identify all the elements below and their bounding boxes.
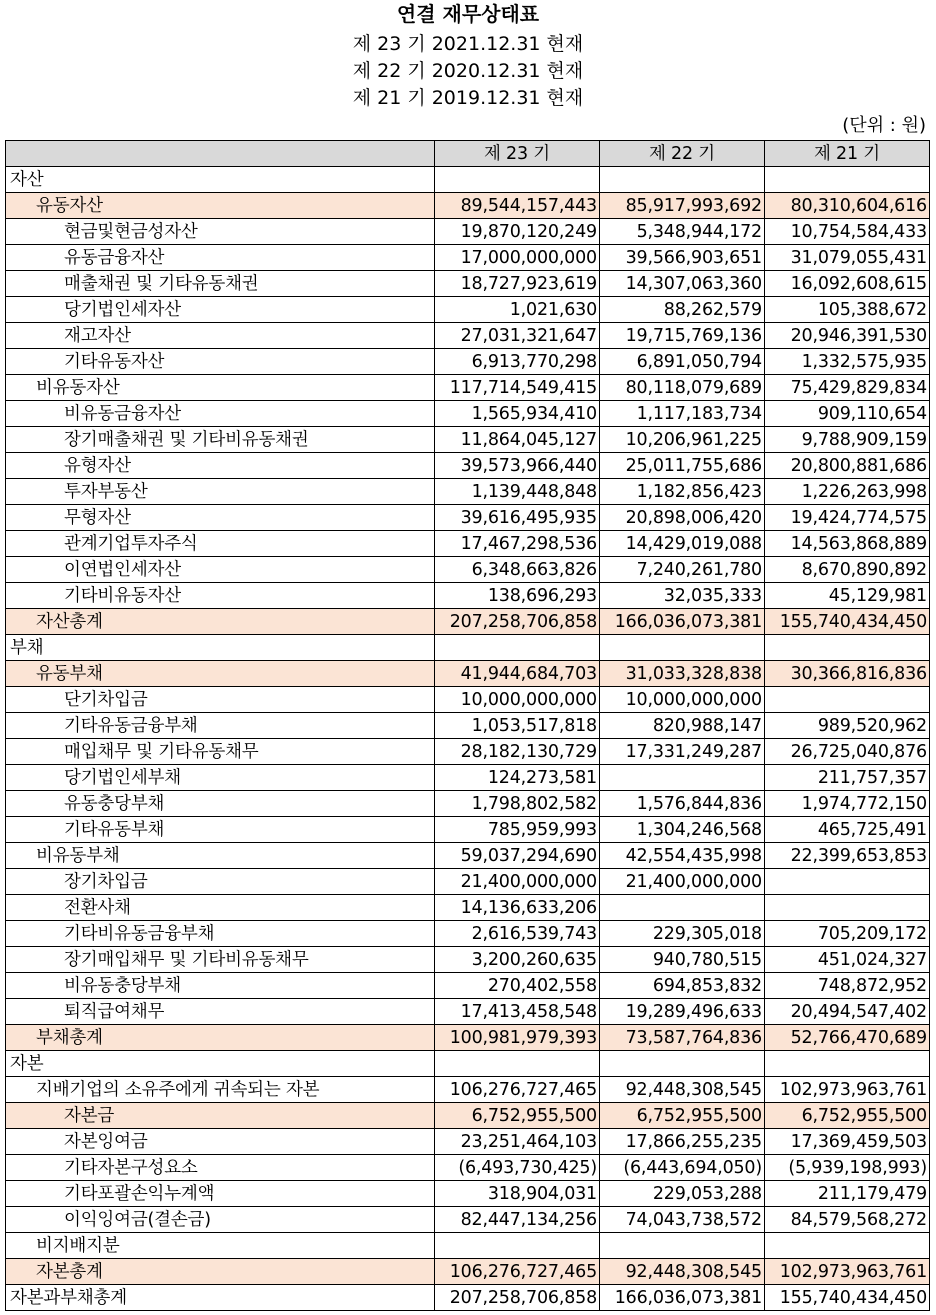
row-label: 관계기업투자주식 (6, 531, 435, 557)
row-value (765, 635, 930, 661)
row-value: 106,276,727,465 (435, 1077, 600, 1103)
row-value: 7,240,261,780 (600, 557, 765, 583)
row-value: 1,304,246,568 (600, 817, 765, 843)
row-value: 16,092,608,615 (765, 271, 930, 297)
row-value (435, 167, 600, 193)
table-row (6, 1233, 930, 1259)
header-period-22: 제 22 기 (600, 141, 765, 167)
row-value: 2,616,539,743 (435, 921, 600, 947)
row-label: 기타포괄손익누계액 (6, 1181, 435, 1207)
row-value: 20,898,006,420 (600, 505, 765, 531)
row-label: 매입채무 및 기타유동채무 (6, 739, 435, 765)
row-label: 부채 (6, 635, 435, 661)
row-label: 단기차입금 (6, 687, 435, 713)
table-row (6, 791, 930, 817)
row-value: 1,021,630 (435, 297, 600, 323)
row-value: 748,872,952 (765, 973, 930, 999)
row-value: 6,752,955,500 (435, 1103, 600, 1129)
row-value: 1,226,263,998 (765, 479, 930, 505)
unit-label: (단위 : 원) (842, 115, 926, 136)
row-label: 유동금융자산 (6, 245, 435, 271)
row-value: 73,587,764,836 (600, 1025, 765, 1051)
table-row (6, 1181, 930, 1207)
row-value: 1,139,448,848 (435, 479, 600, 505)
row-value: 74,043,738,572 (600, 1207, 765, 1233)
row-value: 166,036,073,381 (600, 1285, 765, 1311)
row-value: 102,973,963,761 (765, 1259, 930, 1285)
row-value: 106,276,727,465 (435, 1259, 600, 1285)
row-value: 1,576,844,836 (600, 791, 765, 817)
row-value: 92,448,308,545 (600, 1077, 765, 1103)
row-value: 19,870,120,249 (435, 219, 600, 245)
row-value: 6,891,050,794 (600, 349, 765, 375)
table-row (6, 193, 930, 219)
row-value: 1,117,183,734 (600, 401, 765, 427)
row-value: 19,424,774,575 (765, 505, 930, 531)
row-label: 비유동자산 (6, 375, 435, 401)
row-value: 989,520,962 (765, 713, 930, 739)
table-row (6, 453, 930, 479)
row-value (765, 1233, 930, 1259)
row-value: 117,714,549,415 (435, 375, 600, 401)
table-row (6, 687, 930, 713)
row-value: 89,544,157,443 (435, 193, 600, 219)
row-value: 270,402,558 (435, 973, 600, 999)
table-row (6, 1025, 930, 1051)
table-row (6, 167, 930, 193)
row-value: 17,866,255,235 (600, 1129, 765, 1155)
row-value: 155,740,434,450 (765, 1285, 930, 1311)
row-value: 30,366,816,836 (765, 661, 930, 687)
table-row (6, 245, 930, 271)
table-row (6, 635, 930, 661)
table-row (6, 401, 930, 427)
row-value: 3,200,260,635 (435, 947, 600, 973)
table-row (6, 713, 930, 739)
row-label: 기타유동자산 (6, 349, 435, 375)
row-value: 41,944,684,703 (435, 661, 600, 687)
table-row (6, 271, 930, 297)
table-row (6, 609, 930, 635)
row-value: 23,251,464,103 (435, 1129, 600, 1155)
row-label: 매출채권 및 기타유동채권 (6, 271, 435, 297)
table-row (6, 1285, 930, 1311)
row-value: 6,913,770,298 (435, 349, 600, 375)
table-row (6, 1155, 930, 1181)
row-value: 17,000,000,000 (435, 245, 600, 271)
period-21: 제 21 기 2019.12.31 현재 (352, 87, 584, 109)
row-label: 투자부동산 (6, 479, 435, 505)
row-value: (6,493,730,425) (435, 1155, 600, 1181)
row-value: 32,035,333 (600, 583, 765, 609)
period-23: 제 23 기 2021.12.31 현재 (352, 33, 584, 55)
row-value: 14,307,063,360 (600, 271, 765, 297)
row-value: 42,554,435,998 (600, 843, 765, 869)
row-label: 지배기업의 소유주에게 귀속되는 자본 (6, 1077, 435, 1103)
row-value: 229,305,018 (600, 921, 765, 947)
row-value: 20,946,391,530 (765, 323, 930, 349)
row-label: 기타비유동금융부채 (6, 921, 435, 947)
row-value: 6,348,663,826 (435, 557, 600, 583)
row-value: 124,273,581 (435, 765, 600, 791)
row-label: 기타유동금융부채 (6, 713, 435, 739)
row-value: 705,209,172 (765, 921, 930, 947)
row-value: 92,448,308,545 (600, 1259, 765, 1285)
row-value (435, 635, 600, 661)
row-value: 10,754,584,433 (765, 219, 930, 245)
row-value: 59,037,294,690 (435, 843, 600, 869)
table-row (6, 427, 930, 453)
row-value: 6,752,955,500 (600, 1103, 765, 1129)
row-value: 9,788,909,159 (765, 427, 930, 453)
row-label: 부채총계 (6, 1025, 435, 1051)
row-value: 694,853,832 (600, 973, 765, 999)
row-label: 자본총계 (6, 1259, 435, 1285)
row-value (435, 1051, 600, 1077)
row-label: 비유동부채 (6, 843, 435, 869)
row-value: 17,467,298,536 (435, 531, 600, 557)
row-value: 1,053,517,818 (435, 713, 600, 739)
table-row (6, 999, 930, 1025)
row-value: 138,696,293 (435, 583, 600, 609)
row-label: 당기법인세부채 (6, 765, 435, 791)
row-value: 785,959,993 (435, 817, 600, 843)
row-value: 207,258,706,858 (435, 1285, 600, 1311)
row-label: 자산 (6, 167, 435, 193)
row-value: 22,399,653,853 (765, 843, 930, 869)
table-row (6, 661, 930, 687)
row-value: 18,727,923,619 (435, 271, 600, 297)
header-period-23: 제 23 기 (435, 141, 600, 167)
row-value: 82,447,134,256 (435, 1207, 600, 1233)
row-label: 비유동충당부채 (6, 973, 435, 999)
table-row (6, 1077, 930, 1103)
row-label: 유동자산 (6, 193, 435, 219)
row-value (765, 1051, 930, 1077)
row-value: 451,024,327 (765, 947, 930, 973)
row-value: 14,136,633,206 (435, 895, 600, 921)
row-value: 14,429,019,088 (600, 531, 765, 557)
row-value: 52,766,470,689 (765, 1025, 930, 1051)
row-label: 전환사채 (6, 895, 435, 921)
row-value: 85,917,993,692 (600, 193, 765, 219)
row-value: 940,780,515 (600, 947, 765, 973)
row-label: 비지배지분 (6, 1233, 435, 1259)
table-row (6, 869, 930, 895)
table-row (6, 479, 930, 505)
row-value: 28,182,130,729 (435, 739, 600, 765)
row-value: 10,000,000,000 (435, 687, 600, 713)
row-value: 19,289,496,633 (600, 999, 765, 1025)
table-row (6, 1103, 930, 1129)
row-value: 88,262,579 (600, 297, 765, 323)
row-value: 1,332,575,935 (765, 349, 930, 375)
row-label: 자본금 (6, 1103, 435, 1129)
header-period-21: 제 21 기 (765, 141, 930, 167)
row-value: 20,494,547,402 (765, 999, 930, 1025)
row-value (600, 167, 765, 193)
row-value: 105,388,672 (765, 297, 930, 323)
row-label: 자본잉여금 (6, 1129, 435, 1155)
row-value: 45,129,981 (765, 583, 930, 609)
row-value (765, 687, 930, 713)
row-value: 11,864,045,127 (435, 427, 600, 453)
row-value: 155,740,434,450 (765, 609, 930, 635)
row-label: 기타비유동자산 (6, 583, 435, 609)
row-value: 207,258,706,858 (435, 609, 600, 635)
row-value: 1,182,856,423 (600, 479, 765, 505)
row-label: 자본과부채총계 (6, 1285, 435, 1311)
table-row (6, 973, 930, 999)
row-label: 장기차입금 (6, 869, 435, 895)
row-value: 100,981,979,393 (435, 1025, 600, 1051)
table-row (6, 895, 930, 921)
table-row (6, 531, 930, 557)
row-value: 10,000,000,000 (600, 687, 765, 713)
row-value: 8,670,890,892 (765, 557, 930, 583)
row-value: 17,331,249,287 (600, 739, 765, 765)
row-value: 5,348,944,172 (600, 219, 765, 245)
table-row (6, 349, 930, 375)
row-value (765, 167, 930, 193)
row-value: 39,616,495,935 (435, 505, 600, 531)
row-value: 31,033,328,838 (600, 661, 765, 687)
row-value: 19,715,769,136 (600, 323, 765, 349)
row-value: 25,011,755,686 (600, 453, 765, 479)
row-value: 211,757,357 (765, 765, 930, 791)
row-value: 318,904,031 (435, 1181, 600, 1207)
table-row (6, 947, 930, 973)
row-value: (5,939,198,993) (765, 1155, 930, 1181)
table-body (6, 167, 930, 1311)
table-row (6, 219, 930, 245)
row-value: 1,565,934,410 (435, 401, 600, 427)
row-value: 211,179,479 (765, 1181, 930, 1207)
table-row (6, 375, 930, 401)
row-value: 909,110,654 (765, 401, 930, 427)
row-label: 유형자산 (6, 453, 435, 479)
row-value: 84,579,568,272 (765, 1207, 930, 1233)
row-value: 39,573,966,440 (435, 453, 600, 479)
table-row (6, 1207, 930, 1233)
row-value: 31,079,055,431 (765, 245, 930, 271)
row-label: 유동부채 (6, 661, 435, 687)
row-value: 21,400,000,000 (435, 869, 600, 895)
row-value: 39,566,903,651 (600, 245, 765, 271)
table-row (6, 323, 930, 349)
row-label: 자산총계 (6, 609, 435, 635)
row-label: 장기매입채무 및 기타비유동채무 (6, 947, 435, 973)
row-label: 퇴직급여채무 (6, 999, 435, 1025)
row-value: 6,752,955,500 (765, 1103, 930, 1129)
row-label: 이연법인세자산 (6, 557, 435, 583)
row-label: 현금및현금성자산 (6, 219, 435, 245)
row-value: 1,798,802,582 (435, 791, 600, 817)
row-value: 166,036,073,381 (600, 609, 765, 635)
header-account (6, 141, 435, 167)
table-row (6, 739, 930, 765)
row-value (600, 765, 765, 791)
row-value: 14,563,868,889 (765, 531, 930, 557)
row-label: 기타유동부채 (6, 817, 435, 843)
row-label: 무형자산 (6, 505, 435, 531)
row-value (765, 895, 930, 921)
row-value: 10,206,961,225 (600, 427, 765, 453)
row-value (765, 869, 930, 895)
row-value (600, 1233, 765, 1259)
row-label: 비유동금융자산 (6, 401, 435, 427)
row-label: 유동충당부채 (6, 791, 435, 817)
row-value: 20,800,881,686 (765, 453, 930, 479)
table-header-row (6, 141, 930, 167)
table-row (6, 557, 930, 583)
table-row (6, 297, 930, 323)
row-value (600, 895, 765, 921)
row-label: 이익잉여금(결손금) (6, 1207, 435, 1233)
row-label: 장기매출채권 및 기타비유동채권 (6, 427, 435, 453)
table-row (6, 1129, 930, 1155)
row-value: 465,725,491 (765, 817, 930, 843)
row-value: 17,413,458,548 (435, 999, 600, 1025)
row-value: 80,310,604,616 (765, 193, 930, 219)
table-row (6, 921, 930, 947)
table-row (6, 765, 930, 791)
table-row (6, 817, 930, 843)
balance-sheet-table (5, 140, 930, 1311)
table-row (6, 505, 930, 531)
table-row (6, 1051, 930, 1077)
row-value: 17,369,459,503 (765, 1129, 930, 1155)
row-label: 당기법인세자산 (6, 297, 435, 323)
row-value (600, 1051, 765, 1077)
table-row (6, 583, 930, 609)
row-value: 820,988,147 (600, 713, 765, 739)
period-22: 제 22 기 2020.12.31 현재 (352, 60, 584, 82)
row-value: 75,429,829,834 (765, 375, 930, 401)
row-value (435, 1233, 600, 1259)
row-label: 기타자본구성요소 (6, 1155, 435, 1181)
table-row (6, 843, 930, 869)
row-value: 80,118,079,689 (600, 375, 765, 401)
row-label: 자본 (6, 1051, 435, 1077)
row-value: (6,443,694,050) (600, 1155, 765, 1181)
statement-title: 연결 재무상태표 (396, 2, 540, 26)
row-value: 229,053,288 (600, 1181, 765, 1207)
row-label: 재고자산 (6, 323, 435, 349)
row-value: 26,725,040,876 (765, 739, 930, 765)
row-value: 102,973,963,761 (765, 1077, 930, 1103)
row-value: 21,400,000,000 (600, 869, 765, 895)
row-value: 27,031,321,647 (435, 323, 600, 349)
row-value: 1,974,772,150 (765, 791, 930, 817)
row-value (600, 635, 765, 661)
table-row (6, 1259, 930, 1285)
